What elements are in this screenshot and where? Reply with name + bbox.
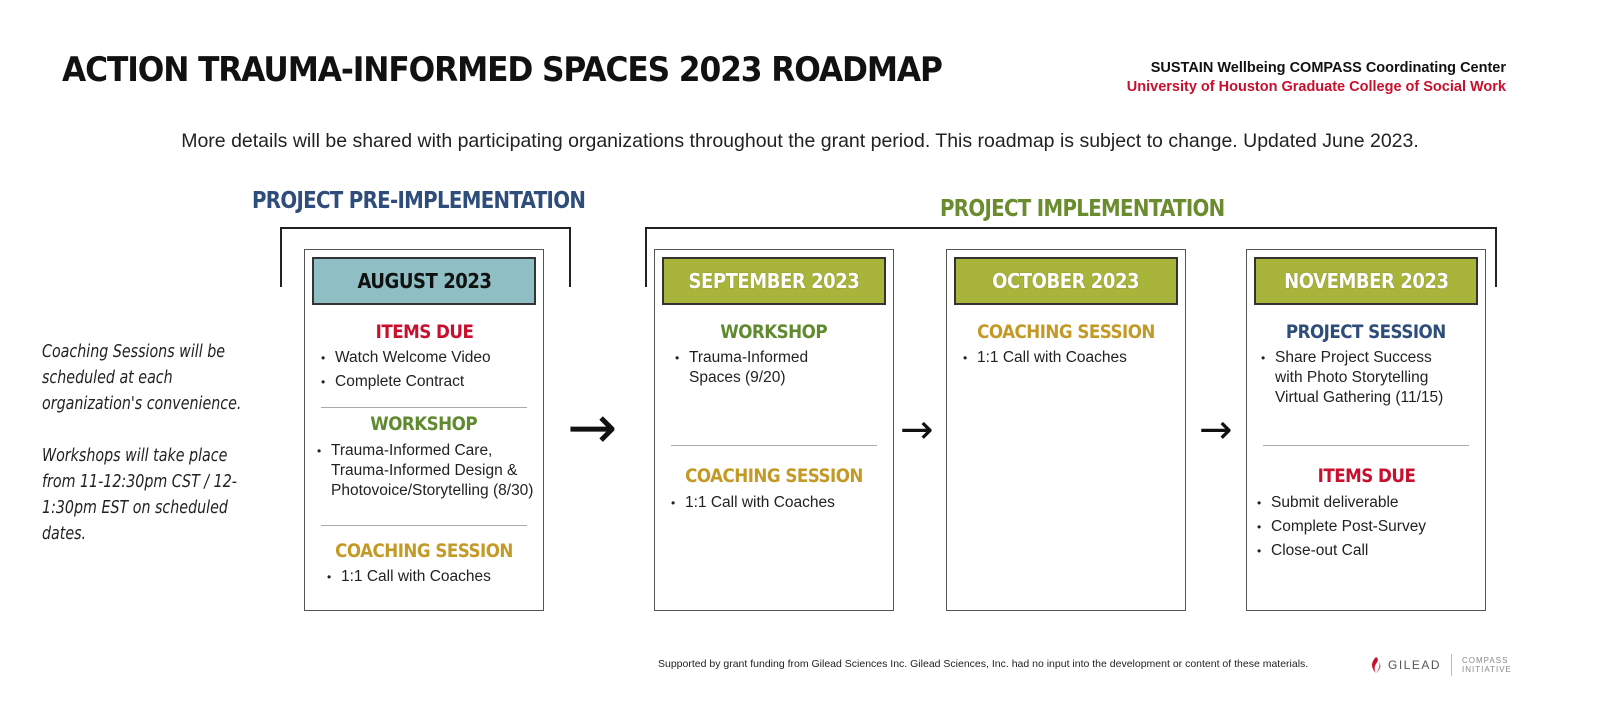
section-heading-items-due	[1247, 465, 1485, 487]
compass-initiative-logo	[1462, 656, 1512, 674]
month-header-november	[1254, 257, 1478, 305]
heading-text: COACHING SESSION	[977, 321, 1155, 343]
list-workshop	[317, 441, 537, 501]
heading-text: WORKSHOP	[720, 321, 828, 343]
compass-text: COMPASS	[1462, 656, 1509, 665]
divider	[321, 525, 527, 526]
list-item: • Watch Welcome Video	[321, 348, 533, 368]
month-header-september	[662, 257, 886, 305]
list-item: • Complete Post-Survey	[1257, 517, 1475, 537]
month-label: NOVEMBER 2023	[1283, 269, 1449, 293]
phase-label-implementation: PROJECT IMPLEMENTATION	[940, 196, 1225, 222]
logo-separator	[1451, 654, 1452, 676]
gilead-logo-text: GILEAD	[1388, 658, 1442, 672]
initiative-text: INITIATIVE	[1462, 665, 1512, 674]
heading-text: ITEMS DUE	[1317, 465, 1415, 487]
arrow-right-icon: →	[567, 393, 618, 463]
list-item: • Share Project Success with Photo Storytelling Virtual Gathering (11/15)	[1261, 348, 1463, 408]
month-label: SEPTEMBER 2023	[688, 269, 860, 293]
list-items-due	[321, 348, 533, 392]
heading-text: WORKSHOP	[370, 413, 478, 435]
list-item: • Close-out Call	[1257, 541, 1475, 561]
list-item: • Submit deliverable	[1257, 493, 1475, 513]
section-heading-coaching-session	[655, 465, 893, 487]
month-header-august	[312, 257, 536, 305]
section-heading-coaching-session	[305, 540, 543, 562]
section-heading-coaching-session	[947, 321, 1185, 343]
month-label: OCTOBER 2023	[992, 269, 1140, 293]
org-university: University of Houston Graduate College of Social Work	[1126, 79, 1506, 95]
heading-text: COACHING SESSION	[685, 465, 863, 487]
card-august	[304, 249, 544, 611]
card-october	[946, 249, 1186, 611]
card-september	[654, 249, 894, 611]
card-november	[1246, 249, 1486, 611]
divider	[671, 445, 877, 446]
org-name: SUSTAIN Wellbeing COMPASS Coordinating Center	[1150, 60, 1506, 76]
list-items-due	[1257, 493, 1475, 561]
heading-text: ITEMS DUE	[375, 321, 473, 343]
list-item: • 1:1 Call with Coaches	[963, 348, 1175, 368]
month-label: AUGUST 2023	[356, 269, 492, 293]
list-item: • 1:1 Call with Coaches	[671, 493, 883, 513]
section-heading-workshop	[655, 321, 893, 343]
arrow-right-icon: →	[1199, 407, 1233, 453]
divider	[321, 407, 527, 408]
list-coaching	[671, 493, 883, 513]
list-coaching	[963, 348, 1175, 368]
side-note-workshops: Workshops will take place from 11-12:30pm CST / 12-1:30pm EST on scheduled dates.	[42, 445, 237, 544]
month-header-october	[954, 257, 1178, 305]
footer-disclaimer: Supported by grant funding from Gilead Sciences Inc. Gilead Sciences, Inc. had no input into the development or content of these materials.	[658, 658, 1309, 670]
heading-text: PROJECT SESSION	[1286, 321, 1446, 343]
page-title: ACTION TRAUMA-INFORMED SPACES 2023 ROADMAP	[62, 50, 942, 90]
divider	[1263, 445, 1469, 446]
section-heading-project-session	[1247, 321, 1485, 343]
list-item: • Trauma-Informed Care, Trauma-Informed Design & Photovoice/Storytelling (8/30)	[317, 441, 537, 501]
section-heading-items-due	[305, 321, 543, 343]
gilead-logo	[1370, 654, 1512, 676]
list-workshop	[675, 348, 853, 388]
list-coaching	[327, 567, 533, 587]
list-item: • 1:1 Call with Coaches	[327, 567, 533, 587]
subtitle: More details will be shared with participating organizations throughout the grant period. This roadmap is subject to change. Updated June 2023.	[181, 130, 1419, 152]
phase-label-pre-implementation: PROJECT PRE-IMPLEMENTATION	[252, 188, 586, 214]
list-item: • Trauma-Informed Spaces (9/20)	[675, 348, 853, 388]
side-note-coaching: Coaching Sessions will be scheduled at each organization's convenience.	[42, 341, 242, 414]
list-item: • Complete Contract	[321, 372, 533, 392]
list-project	[1261, 348, 1463, 408]
section-heading-workshop	[305, 413, 543, 435]
gilead-mark-icon	[1370, 656, 1382, 674]
org-block	[1127, 59, 1506, 97]
heading-text: COACHING SESSION	[335, 540, 513, 562]
arrow-right-icon: →	[900, 407, 934, 453]
